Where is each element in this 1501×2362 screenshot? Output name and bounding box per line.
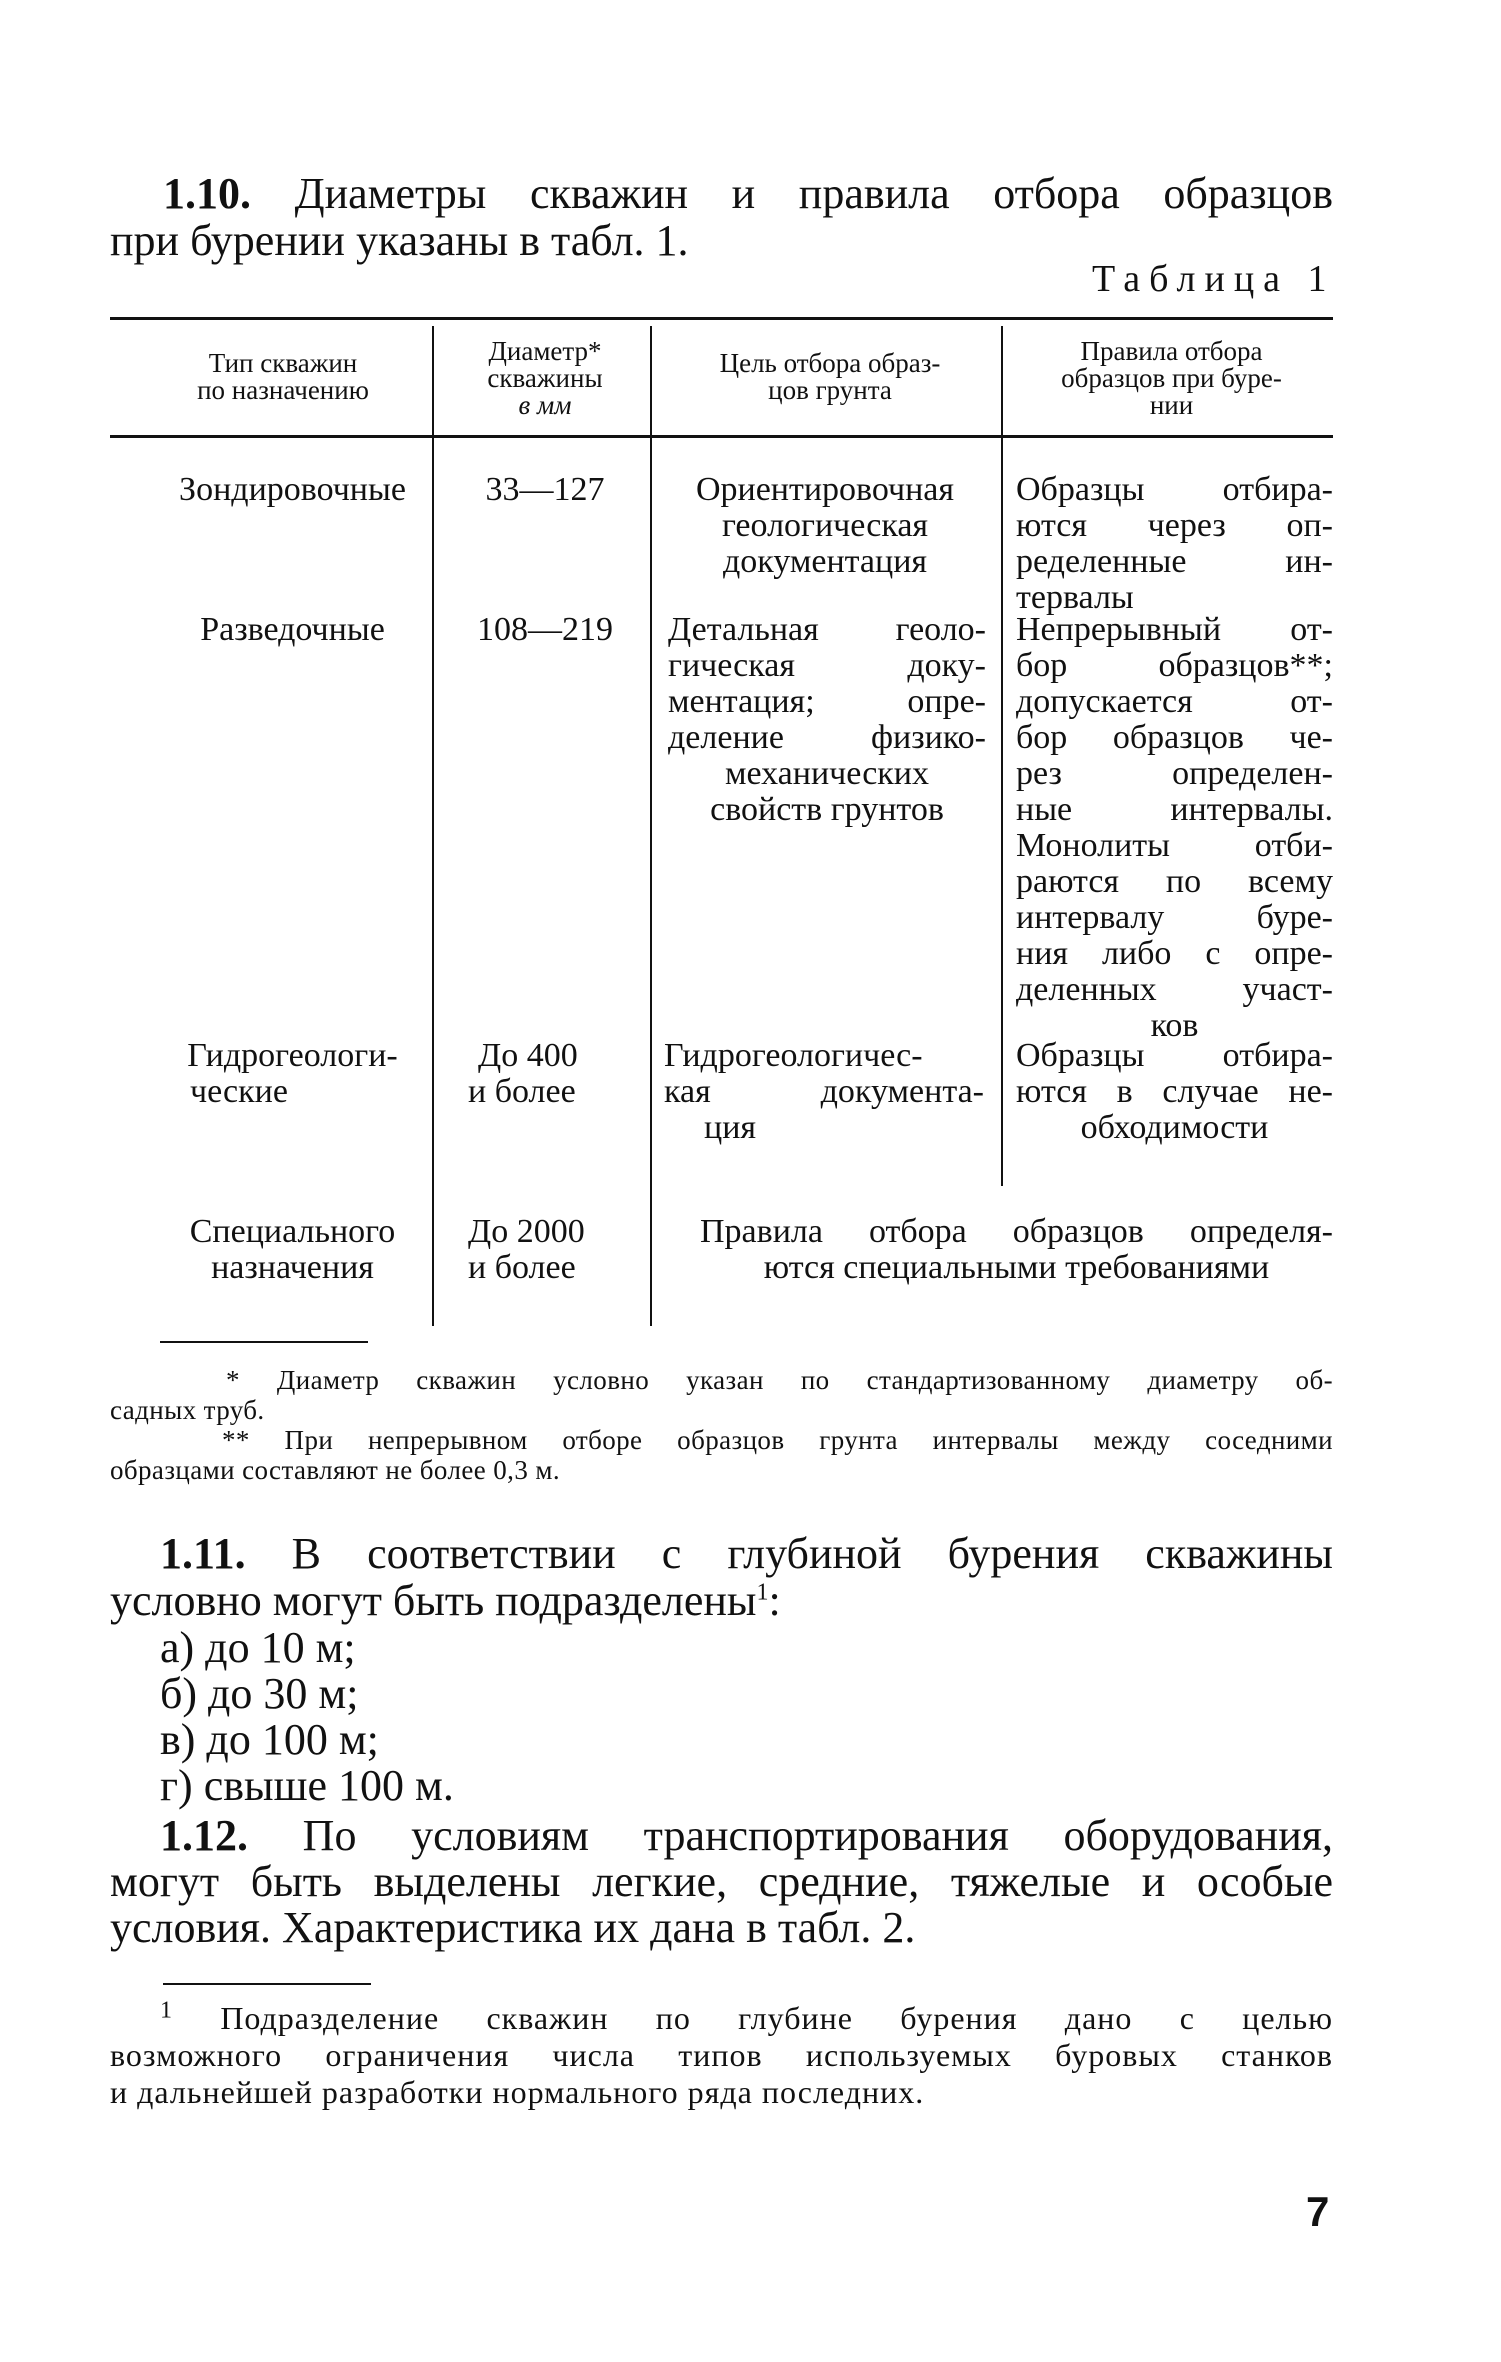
row-1-diameter: 33—127 [485,471,605,508]
header-type: Тип скважин по назначению [197,348,369,405]
row-4-type: Специального назначения [189,1213,396,1286]
section-1-12-line-3: условия. Характеристика их дана в табл. 2. [110,1903,916,1952]
table-col-rule-2 [650,326,652,1326]
section-1-12-line-2: могут быть выделены легкие, средние, тяжелые и особые [110,1857,1333,1906]
page-footnote-line-1: $^1$ Подразделение скважин по глубине бурения дано с целью [160,1997,1334,2036]
section-1-11-number: 1.11. [160,1529,246,1578]
section-1-10-line-1: 1.10. Диаметры скважин и правила отбора образцов [163,169,1333,218]
row-2-diameter: 108—219 [477,611,613,648]
footnote-ref-1: 1 [756,1579,769,1606]
list-item: в) до 100 м; [160,1715,379,1764]
table-header-rule [110,435,1333,438]
table-top-rule [110,317,1333,320]
row-2-type: Разведочные [200,611,385,648]
section-1-12-line-1: 1.12. По условиям транспортирования оборудования, [160,1811,1333,1860]
row-2-purpose: Детальная геоло- гическая доку- ментация; опре- деление физико- механических свойств грунтов [668,611,986,828]
table-footnote-2-line-2: образцами составляют не более 0,3 м. [110,1455,560,1485]
page-footnote-separator [163,1983,371,1985]
table-footnote-separator [160,1341,368,1343]
table-col-rule-1 [432,326,434,1326]
page-footnote-line-3: и дальнейшей разработки нормального ряда последних. [110,2074,925,2110]
row-3-purpose: Гидрогеологичес- кая документа- ция [664,1037,984,1146]
row-4-diameter: До 2000 и более [468,1213,585,1286]
row-1-type: Зондировочные [179,471,406,508]
depth-list [160,1625,454,1809]
list-item: г) свыше 100 м. [160,1761,454,1810]
header-diameter: Диаметр* скважины в мм [487,336,603,420]
row-3-diameter: До 400 и более [468,1037,578,1110]
page-footnote-mark: 1 [160,1997,173,2024]
table-footnote-2-line-1: ** При непрерывном отборе образцов грунта интервалы между соседними [222,1425,1333,1455]
section-1-10-line-2: при бурении указаны в табл. 1. [110,216,689,265]
row-4-merged-rules: Правила отбора образцов определя- ются специальными требованиями [700,1213,1333,1286]
list-item: б) до 30 м; [160,1669,359,1718]
row-3-rules: Образцы отбира- ются в случае не- обходимости [1016,1037,1333,1146]
table-footnote-1-line-2: садных труб. [110,1395,265,1425]
page-footnote [110,1997,1334,2111]
section-1-11-line-2: условно могут быть подразделены$^1$: [110,1576,781,1625]
section-1-12-number: 1.12. [160,1811,248,1860]
list-item: а) до 10 м; [160,1623,356,1672]
section-1-11-line-1: 1.11. В соответствии с глубиной бурения скважины [160,1529,1333,1578]
row-1-purpose: Ориентировочная геологическая документация [695,471,955,580]
section-1-10-number: 1.10. [163,169,251,218]
table-col-rule-3 [1001,326,1003,1186]
row-1-rules: Образцы отбира- ются через оп- ределенные ин- тервалы [1016,471,1333,616]
table-footnote-1-line-1: * Диаметр скважин условно указан по стандартизованному диаметру об- [226,1365,1333,1395]
header-purpose: Цель отбора образ- цов грунта [719,348,941,405]
table-caption: Таблица 1 [1092,258,1336,300]
table-footnotes [110,1365,1333,1485]
page-footnote-line-2: возможного ограничения числа типов используемых буровых станков [110,2037,1333,2073]
page-number: 7 [1306,2188,1330,2235]
row-2-rules: Непрерывный от- бор образцов**; допускается от- бор образцов че- рез определен- ные интервалы. Монолиты отби- раются по всему интервалу буре- ния либо с опре- деленных участ- ков [1016,611,1333,1044]
header-rules: Правила отбора образцов при буре- нии [1061,336,1282,420]
row-3-type: Гидрогеологи- ческие [187,1037,398,1110]
